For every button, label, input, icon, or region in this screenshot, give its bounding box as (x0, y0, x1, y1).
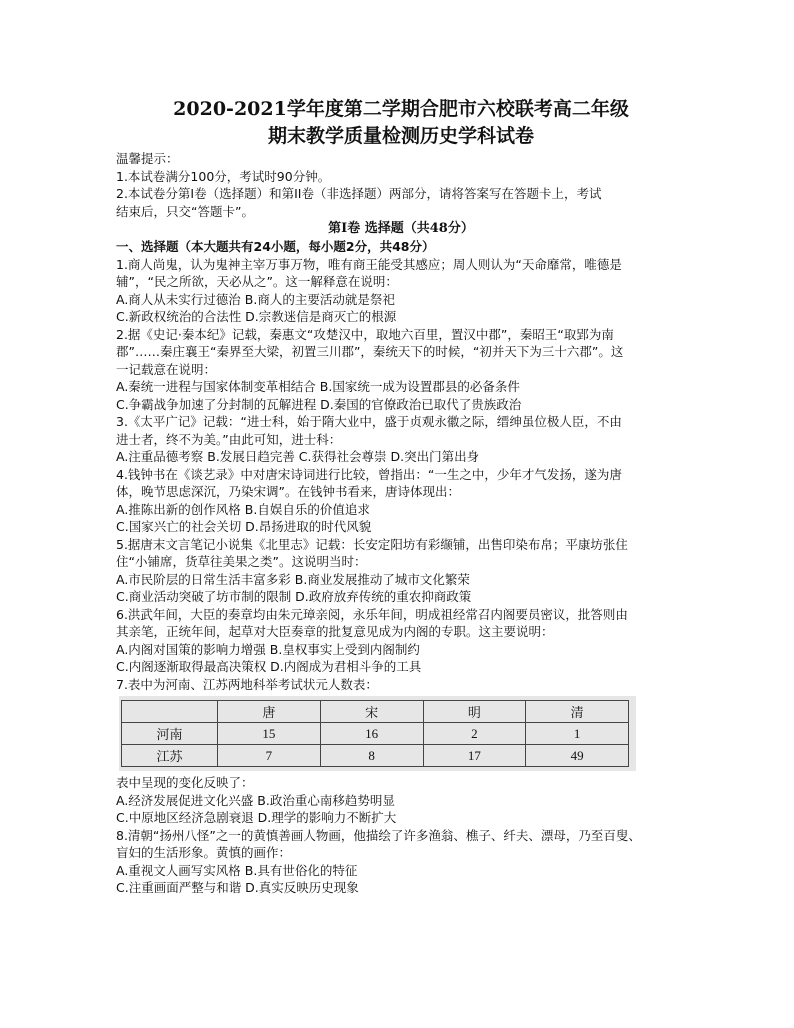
table-cell: 16 (320, 723, 423, 745)
scholar-table (121, 700, 629, 767)
table-cell: 7 (218, 745, 321, 767)
question-option: C.内阁逐渐取得最高决策权 D.内阁成为君相斗争的工具 (116, 659, 422, 674)
table-cell: 江苏 (122, 745, 218, 767)
question-text: 4.钱钟书在《谈艺录》中对唐宋诗词进行比较，曾指出：“一生之中，少年才气发扬，遂为唐 (116, 466, 622, 482)
table-cell: 宋 (320, 701, 423, 723)
table-cell: 明 (423, 701, 526, 723)
question-text: 进士者，终不为美。”由此可知，进士科： (116, 431, 342, 447)
table-cell: 2 (423, 723, 526, 745)
question-option: A.市民阶层的日常生活丰富多彩 B.商业发展推动了城市文化繁荣 (116, 571, 470, 587)
question-text: 5.据唐末文言笔记小说集《北里志》记载：长安定阳坊有彩缬铺，出售印染布帛；平康坊张住 (116, 536, 628, 552)
question-text: 一记载意在说明： (116, 361, 217, 377)
table-cell: 清 (526, 701, 629, 723)
question-option: A.秦统一进程与国家体制变革相结合 B.国家统一成为设置郡县的必备条件 (116, 379, 520, 394)
question-text: 6.洪武年间，大臣的奏章均由朱元璋亲阅，永乐年间，明成祖经常召内阁要员密议，批答则由 (116, 606, 628, 622)
table-cell: 唐 (218, 701, 321, 723)
question-text: 其亲笔，正统年间，起草对大臣奏章的批复意见成为内阁的专职。这主要说明： (116, 624, 554, 639)
section-heading: 一、选择题（本大题共有24小题，每小题2分，共48分） (116, 239, 435, 254)
notice-item: 2.本试卷分第I卷（选择题）和第II卷（非选择题）两部分，请将答案写在答题卡上，考试 (116, 186, 602, 201)
notice-head: 温馨提示： (116, 151, 179, 166)
exam-title-line1: 2020-2021学年度第二学期合肥市六校联考高二年级 (173, 98, 629, 120)
question-option: C.中原地区经济急剧衰退 D.理学的影响力不断扩大 (116, 810, 397, 825)
question-text: 表中呈现的变化反映了： (116, 775, 254, 790)
question-option: A.推陈出新的创作风格 B.自娱自乐的价值追求 (116, 501, 370, 517)
question-option: C.注重画面严整与和谐 D.真实反映历史现象 (116, 880, 359, 895)
table-cell: 15 (218, 723, 321, 745)
table-cell (122, 701, 218, 723)
question-text: 辅”，“民之所欲，天必从之”。这一解释意在说明： (116, 274, 398, 289)
question-text: 1.商人尚鬼，认为鬼神主宰万事万物，唯有商王能受其感应；周人则认为“天命靡常，唯德是 (116, 256, 622, 272)
question-option: C.争霸战争加速了分封制的瓦解进程 D.秦国的官僚政治已取代了贵族政治 (116, 396, 522, 412)
table-cell: 17 (423, 745, 526, 767)
question-text: 住“小铺席，货草往美果之类”。这说明当时： (116, 554, 367, 569)
exam-page (116, 96, 686, 897)
table-cell: 8 (320, 745, 423, 767)
table-cell: 49 (526, 745, 629, 767)
section-title: 第I卷 选择题（共48分） (328, 221, 474, 236)
question-text: 2.据《史记·秦本纪》记载，秦惠文“攻楚汉中，取地六百里，置汉中郡”，秦昭王“取郢为南 (116, 326, 614, 342)
table-header-row (122, 701, 629, 723)
question-text: 7.表中为河南、江苏两地科举考试状元人数表： (116, 676, 378, 692)
scholar-table-figure (119, 696, 636, 771)
question-text: 郡”……秦庄襄王“秦界至大梁，初置三川郡”，秦统天下的时候，“初并天下为三十六郡”。这 (116, 344, 624, 359)
table-row (122, 745, 629, 767)
question-text: 盲妇的生活形象。黄慎的画作： (116, 845, 292, 860)
question-option: C.国家兴亡的社会关切 D.昂扬进取的时代风貌 (116, 519, 372, 534)
exam-title-line2: 期末教学质量检测历史学科试卷 (267, 125, 534, 147)
notice-item: 结束后，只交“答题卡”。 (116, 203, 254, 219)
question-option: C.商业活动突破了坊市制的限制 D.政府放弃传统的重农抑商政策 (116, 589, 472, 604)
question-option: A.经济发展促进文化兴盛 B.政治重心南移趋势明显 (116, 792, 395, 808)
question-option: A.重视文人画写实风格 B.具有世俗化的特征 (116, 862, 358, 878)
table-cell: 1 (526, 723, 629, 745)
table-row (122, 723, 629, 745)
question-option: A.注重品德考察 B.发展日趋完善 C.获得社会尊崇 D.突出门第出身 (116, 449, 480, 464)
question-text: 8.清朝“扬州八怪”之一的黄慎善画人物画，他描绘了许多渔翁、樵子、纤夫、漂母，乃至百叟、 (116, 827, 641, 843)
question-text: 3.《太平广记》记载：“进士科，始于隋大业中，盛于贞观永徽之际，缙绅虽位极人臣，不由 (116, 414, 622, 429)
question-text: 体，晚节思虑深沉，乃染宋调”。在钱钟书看来，唐诗体现出： (116, 484, 460, 499)
notice-item: 1.本试卷满分100分，考试时90分钟。 (116, 168, 331, 184)
table-cell: 河南 (122, 723, 218, 745)
question-option: A.商人从未实行过德治 B.商人的主要活动就是祭祀 (116, 291, 395, 307)
question-option: C.新政权统治的合法性 D.宗教迷信是商灭亡的根源 (116, 309, 397, 324)
question-option: A.内阁对国策的影响力增强 B.皇权事实上受到内阁制约 (116, 641, 420, 657)
